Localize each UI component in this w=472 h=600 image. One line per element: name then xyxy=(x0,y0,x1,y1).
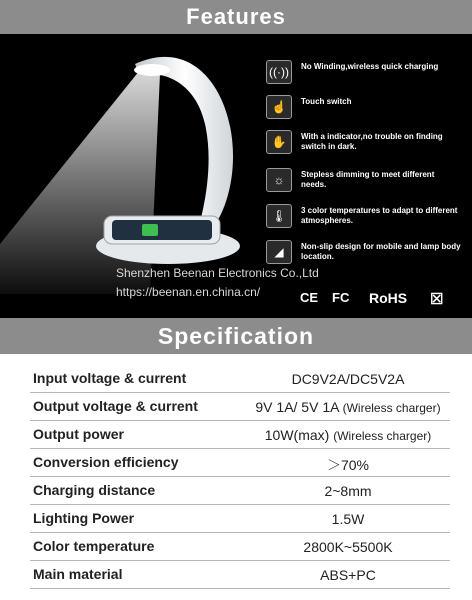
table-row xyxy=(0,450,472,477)
spec-value-text: 2800K~5500K xyxy=(303,539,393,555)
watermark-company: Shenzhen Beenan Electronics Co.,Ltd xyxy=(116,266,319,280)
weee-icon: ☒ xyxy=(430,291,444,308)
table-row xyxy=(0,534,472,561)
spec-value-text: ABS+PC xyxy=(320,567,376,583)
feature-text: Non-slip design for mobile and lamp body location. xyxy=(301,242,461,261)
spec-value xyxy=(228,539,468,555)
spec-value xyxy=(228,567,468,583)
feature-item xyxy=(266,60,461,84)
spec-value xyxy=(228,399,468,415)
feature-item xyxy=(266,95,461,119)
wireless-icon: ((·)) xyxy=(266,60,292,84)
spec-value-text: DC9V2A/DC5V2A xyxy=(291,371,405,387)
table-row xyxy=(0,422,472,449)
feature-item xyxy=(266,130,461,154)
row-divider xyxy=(30,588,450,589)
indicator-icon: ✋ xyxy=(266,130,292,154)
table-row xyxy=(0,478,472,505)
table-row xyxy=(0,506,472,533)
battery-indicator xyxy=(142,224,158,236)
rohs-mark: RoHS xyxy=(369,290,408,306)
row-divider xyxy=(30,532,450,533)
spec-label: Conversion efficiency xyxy=(33,454,179,470)
spec-value-text: ＞70% xyxy=(326,457,370,473)
feature-text: No Winding,wireless quick charging xyxy=(301,62,439,71)
spec-label: Output power xyxy=(33,426,124,442)
spec-label: Input voltage & current xyxy=(33,370,187,386)
non-slip-icon: ◢ xyxy=(266,240,292,264)
feature-item xyxy=(266,168,461,192)
table-row xyxy=(0,562,472,589)
feature-text: Stepless dimming to meet different needs. xyxy=(301,170,435,189)
spec-note: (Wireless charger) xyxy=(333,429,432,443)
spec-value-text: 9V 1A/ 5V 1A xyxy=(255,399,339,415)
product-hero xyxy=(0,34,472,318)
thermometer-icon: 🌡 xyxy=(266,204,292,228)
feature-item xyxy=(266,240,461,264)
spec-label: Color temperature xyxy=(33,538,155,554)
feature-item xyxy=(266,204,461,228)
touch-icon: ☝ xyxy=(266,95,292,119)
table-row xyxy=(0,366,472,393)
dimming-icon: ☼ xyxy=(266,168,292,192)
row-divider xyxy=(30,420,450,421)
table-row xyxy=(0,394,472,421)
specification-banner xyxy=(0,318,472,354)
spec-value xyxy=(228,483,468,499)
spec-value xyxy=(228,511,468,527)
features-title: Features xyxy=(186,4,286,29)
spec-value-text: 10W(max) xyxy=(264,427,330,443)
phone-screen xyxy=(112,220,212,240)
specification-title: Specification xyxy=(157,323,315,349)
ce-mark: CE xyxy=(300,290,319,305)
lamp-head xyxy=(134,64,170,76)
spec-label: Main material xyxy=(33,566,123,582)
fcc-mark: FC xyxy=(332,290,350,305)
feature-text: Touch switch xyxy=(301,97,352,106)
spec-value-text: 1.5W xyxy=(331,511,365,527)
spec-value xyxy=(228,455,468,475)
spec-label: Lighting Power xyxy=(33,510,135,526)
row-divider xyxy=(30,448,450,449)
row-divider xyxy=(30,560,450,561)
feature-text: With a indicator,no trouble on finding switch in dark. xyxy=(301,132,443,151)
spec-value-text: 2~8mm xyxy=(324,483,372,499)
feature-text: 3 color temperatures to adapt to different atmospheres. xyxy=(301,206,458,225)
row-divider xyxy=(30,504,450,505)
spec-note: (Wireless charger) xyxy=(342,401,441,415)
watermark-url: https://beenan.en.china.cn/ xyxy=(116,285,261,299)
spec-label: Charging distance xyxy=(33,482,156,498)
spec-label: Output voltage & current xyxy=(33,398,198,414)
row-divider xyxy=(30,392,450,393)
features-banner xyxy=(0,0,472,34)
row-divider xyxy=(30,476,450,477)
spec-value xyxy=(228,371,468,387)
spec-value xyxy=(228,427,468,443)
